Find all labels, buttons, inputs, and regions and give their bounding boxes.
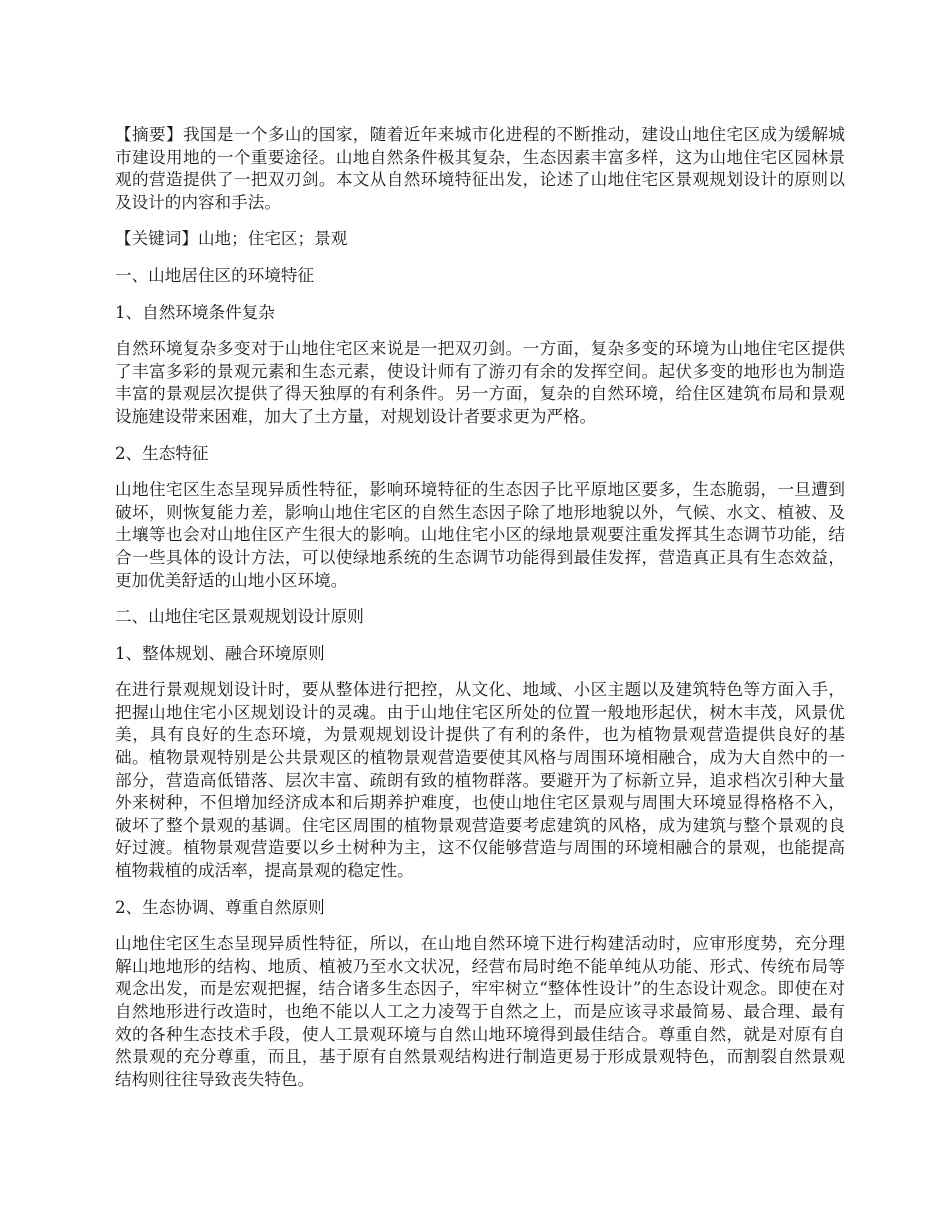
subsection-2-2-body: 山地住宅区生态呈现异质性特征，所以，在山地自然环境下进行构建活动时，应审形度势，充分理解山地地形的结构、地质、植被乃至水文状况，经营布局时绝不能单纯从功能、形式、传统布局等观念出发，而是宏观把握，结合诸多生态因子，牢牢树立“整体性设计”的生态设计观念。即使在对自然地形进行改造时，也绝不能以人工之力凌驾于自然之上，而是应该寻求最简易、最合理、最有效的各种生态技术手段，使人工景观环境与自然山地环境得到最佳结合。尊重自然，就是对原有自然景观的充分尊重，而且，基于原有自然景观结构进行制造更易于形成景观特色，而割裂自然景观结构则往往导致丧失特色。 <box>115 934 845 1089</box>
subsection-1-1-heading: 1、自然环境条件复杂 <box>115 302 275 322</box>
subsection-1-2-heading: 2、生态特征 <box>115 443 209 463</box>
section-2-heading: 二、山地住宅区景观规划设计原则 <box>115 607 364 627</box>
abstract-paragraph: 【摘要】我国是一个多山的国家，随着近年来城市化进程的不断推动，建设山地住宅区成为缓解城市建设用地的一个重要途径。山地自然条件极其复杂，生态因素丰富多样，这为山地住宅区园林景观的营造提供了一把双刃剑。本文从自然环境特征出发，论述了山地住宅区景观规划设计的原则以及设计的内容和手法。 <box>115 125 845 212</box>
section-1-heading: 一、山地居住区的环境特征 <box>115 265 315 285</box>
keywords-paragraph: 【关键词】山地；住宅区；景观 <box>115 229 348 249</box>
document-page <box>115 124 845 1105</box>
subsection-1-2-body: 山地住宅区生态呈现异质性特征，影响环境特征的生态因子比平原地区要多，生态脆弱，一旦遭到破坏，则恢复能力差，影响山地住宅区的自然生态因子除了地形地貌以外，气候、水文、植被、及土壤等也会对山地住区产生很大的影响。山地住宅小区的绿地景观要注重发挥其生态调节功能，结合一些具体的设计方法，可以使绿地系统的生态调节功能得到最佳发挥，营造真正具有生态效益，更加优美舒适的山地小区环境。 <box>115 480 845 590</box>
subsection-2-1-body: 在进行景观规划设计时，要从整体进行把控，从文化、地域、小区主题以及建筑特色等方面入手，把握山地住宅小区规划设计的灵魂。由于山地住宅区所处的位置一般地形起伏，树木丰茂，风景优美，具有良好的生态环境，为景观规划设计提供了有利的条件，也为植物景观营造提供良好的基础。植物景观特别是公共景观区的植物景观营造要使其风格与周围环境相融合，成为大自然中的一部分，营造高低错落、层次丰富、疏朗有致的植物群落。要避开为了标新立异，追求档次引种大量外来树种，不但增加经济成本和后期养护难度，也使山地住宅区景观与周围大环境显得格格不入，破坏了整个景观的基调。住宅区周围的植物景观营造要考虑建筑的风格，成为建筑与整个景观的良好过渡。植物景观营造要以乡土树种为主，这不仅能够营造与周围的环境相融合的景观，也能提高植物栽植的成活率，提高景观的稳定性。 <box>115 680 845 881</box>
subsection-2-2-heading: 2、生态协调、尊重自然原则 <box>115 897 325 917</box>
subsection-1-1-body: 自然环境复杂多变对于山地住宅区来说是一把双刃剑。一方面，复杂多变的环境为山地住宅区提供了丰富多彩的景观元素和生态元素，使设计师有了游刃有余的发挥空间。起伏多变的地形也为制造丰富的景观层次提供了得天独厚的有利条件。另一方面，复杂的自然环境，给住区建筑布局和景观设施建设带来困难，加大了土方量，对规划设计者要求更为严格。 <box>115 339 845 426</box>
subsection-2-1-heading: 1、整体规划、融合环境原则 <box>115 643 325 663</box>
